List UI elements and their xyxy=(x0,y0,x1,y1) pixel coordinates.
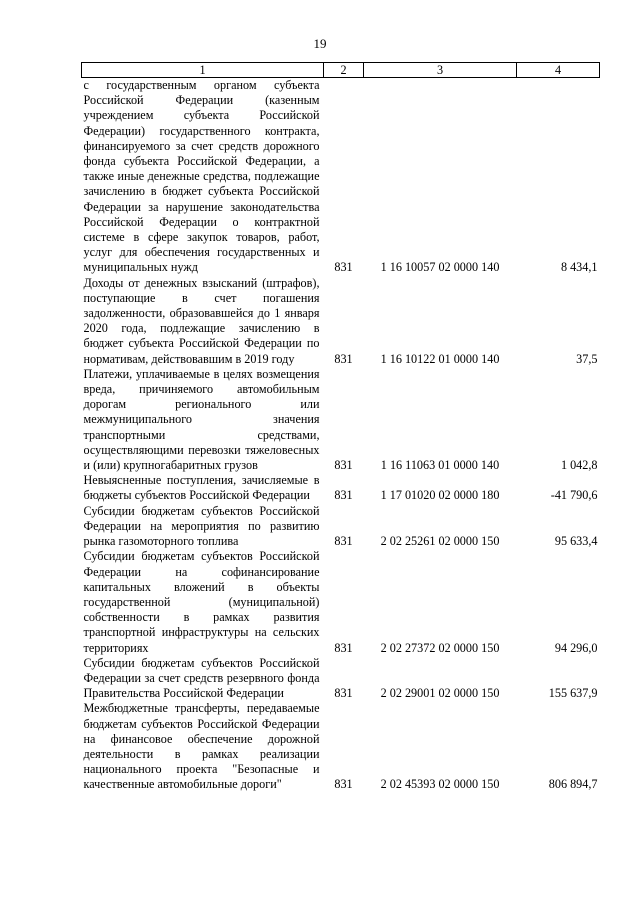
row-admin-code: 831 xyxy=(334,640,353,655)
row-description: Субсидии бюджетам субъектов Российской Федерации за счет средств резервного фонда Правительства Российской Федерации xyxy=(83,655,320,701)
row-amount: 806 894,7 xyxy=(548,777,598,792)
row-budget-code: 2 02 27372 02 0000 150 xyxy=(380,640,500,655)
row-admin-code: 831 xyxy=(334,777,353,792)
column-header-4: 4 xyxy=(517,63,600,78)
page-number: 19 xyxy=(313,36,327,51)
budget-revenue-table xyxy=(81,62,600,793)
table-row xyxy=(82,367,600,473)
row-amount: 8 434,1 xyxy=(560,260,598,275)
table-row xyxy=(82,656,600,702)
row-amount: 155 637,9 xyxy=(548,686,598,701)
table-header-row xyxy=(82,63,600,78)
row-budget-code: 1 16 11063 01 0000 140 xyxy=(380,458,500,473)
column-header-2: 2 xyxy=(324,63,364,78)
row-description: Субсидии бюджетам субъектов Российской Федерации на мероприятия по развитию рынка газомоторного топлива xyxy=(83,503,320,549)
table-row xyxy=(82,701,600,792)
row-admin-code: 831 xyxy=(334,351,353,366)
row-description: Доходы от денежных взысканий (штрафов), поступающие в счет погашения задолженности, образовавшейся до 1 января 2020 года, подлежащие зачислению в бюджет субъекта Российской Федерации по нормативам, действовавшим в 2019 году xyxy=(83,275,320,366)
row-description: с государственным органом субъекта Российской Федерации (казенным учреждением субъекта Российской Федерации) государственного контракта, финансируемого за счет средств дорожного фонда субъекта Российской Федерации, а также иные денежные средства, подлежащие зачислению в бюджет субъекта Российской Федерации за нарушение законодательства Российской Федерации о контрактной системе в сфере закупок товаров, работ, услуг для обеспечения государственных и муниципальных нужд xyxy=(83,78,320,275)
row-description: Платежи, уплачиваемые в целях возмещения вреда, причиняемого автомобильным дорогам регионального или межмуниципального значения транспортными средствами, осуществляющими перевозки тяжеловесных и (или) крупногабаритных грузов xyxy=(83,366,320,473)
row-amount: 94 296,0 xyxy=(554,640,598,655)
row-amount: 95 633,4 xyxy=(554,534,598,549)
row-admin-code: 831 xyxy=(334,458,353,473)
row-admin-code: 831 xyxy=(334,686,353,701)
row-budget-code: 1 16 10122 01 0000 140 xyxy=(380,351,500,366)
row-description: Межбюджетные трансферты, передаваемые бюджетам субъектов Российской Федерации на финансовое обеспечение дорожной деятельности в рамках реализации национального проекта "Безопасные и качественные автомобильные дороги" xyxy=(83,701,320,792)
row-admin-code: 831 xyxy=(334,260,353,275)
row-amount: 1 042,8 xyxy=(560,458,598,473)
row-budget-code: 1 17 01020 02 0000 180 xyxy=(380,488,500,503)
table-row xyxy=(82,549,600,655)
table-row xyxy=(82,504,600,550)
table-row xyxy=(82,276,600,367)
table-row xyxy=(82,78,600,276)
row-amount: -41 790,6 xyxy=(550,488,598,503)
row-budget-code: 2 02 45393 02 0000 150 xyxy=(380,777,500,792)
row-description: Невыясненные поступления, зачисляемые в бюджеты субъектов Российской Федерации xyxy=(83,473,320,503)
row-budget-code: 2 02 29001 02 0000 150 xyxy=(380,686,500,701)
column-header-1: 1 xyxy=(82,63,324,78)
row-budget-code: 1 16 10057 02 0000 140 xyxy=(380,260,500,275)
row-budget-code: 2 02 25261 02 0000 150 xyxy=(380,534,500,549)
row-amount: 37,5 xyxy=(576,351,598,366)
column-header-3: 3 xyxy=(364,63,517,78)
row-description: Субсидии бюджетам субъектов Российской Федерации на софинансирование капитальных вложений в объекты государственной (муниципальной) собственности в рамках развития транспортной инфраструктуры на сельских территориях xyxy=(83,549,320,655)
row-admin-code: 831 xyxy=(334,534,353,549)
row-admin-code: 831 xyxy=(334,488,353,503)
table-row xyxy=(82,473,600,503)
